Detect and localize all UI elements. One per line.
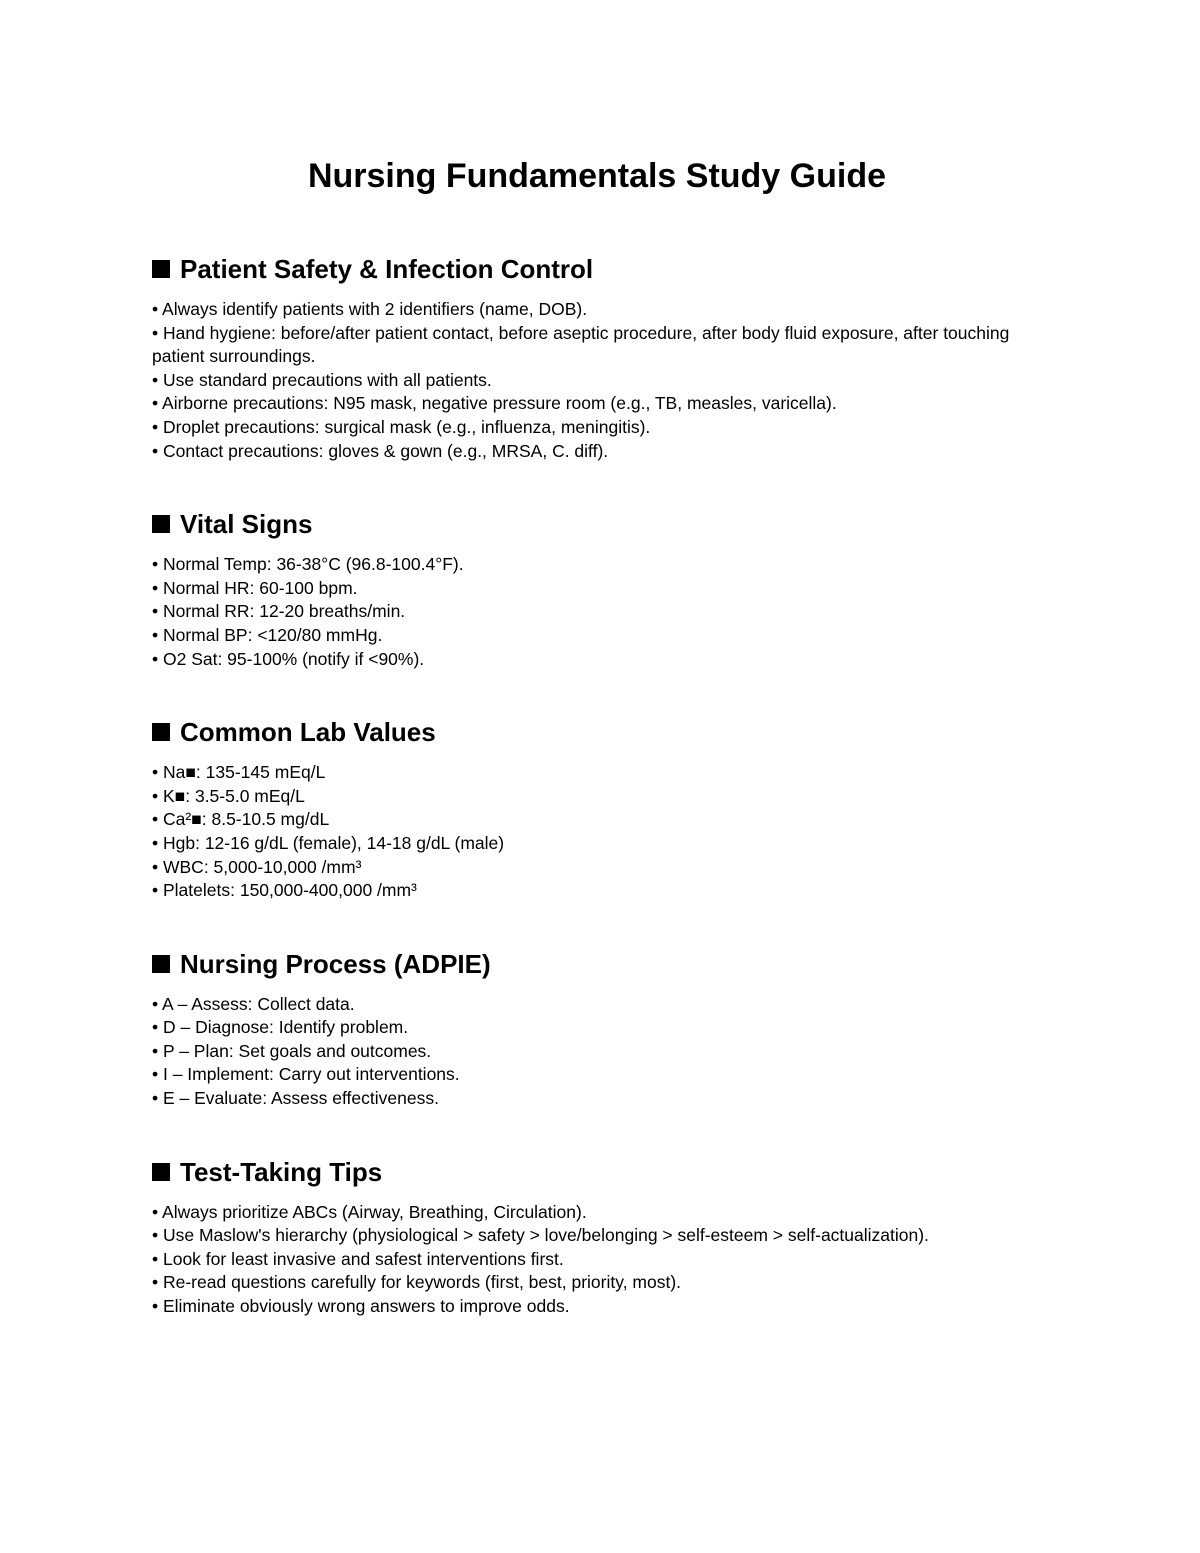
black-square-icon	[152, 955, 170, 973]
list-item: • O2 Sat: 95-100% (notify if <90%).	[152, 648, 425, 669]
section-heading	[152, 507, 1052, 541]
section-common-lab-values	[152, 715, 1052, 903]
list-item: • WBC: 5,000-10,000 /mm³	[152, 856, 362, 877]
section-heading-text: Patient Safety & Infection Control	[180, 254, 594, 284]
black-square-icon	[152, 260, 170, 278]
section-heading	[152, 252, 1052, 286]
document-page	[152, 152, 1052, 1319]
list-item: • Na■: 135-145 mEq/L	[152, 762, 326, 783]
list-item: • Re-read questions carefully for keywords (first, best, priority, most).	[152, 1272, 682, 1293]
list-item: • Look for least invasive and safest interventions first.	[152, 1248, 564, 1269]
list-item: • Hand hygiene: before/after patient contact, before aseptic procedure, after body fluid exposure, after touching patient surroundings.	[152, 322, 1010, 367]
section-heading-text: Test-Taking Tips	[180, 1156, 383, 1187]
bullet-list	[152, 298, 1052, 463]
list-item: • Always identify patients with 2 identifiers (name, DOB).	[152, 299, 588, 319]
section-heading	[152, 715, 1052, 749]
section-nursing-process	[152, 947, 1052, 1111]
list-item: • Normal Temp: 36-38°C (96.8-100.4°F).	[152, 554, 464, 575]
section-heading-text: Nursing Process (ADPIE)	[180, 948, 491, 979]
bullet-list	[152, 553, 1052, 671]
list-item: • Always prioritize ABCs (Airway, Breathing, Circulation).	[152, 1201, 587, 1222]
list-item: • I – Implement: Carry out interventions.	[152, 1064, 460, 1085]
list-item: • Use Maslow's hierarchy (physiological > safety > love/belonging > self-esteem > self-actualization).	[152, 1225, 929, 1246]
list-item: • Use standard precautions with all patients.	[152, 369, 492, 390]
list-item: • Platelets: 150,000-400,000 /mm³	[152, 880, 417, 901]
section-heading-text: Vital Signs	[180, 509, 313, 540]
list-item: • Normal RR: 12-20 breaths/min.	[152, 601, 406, 622]
list-item: • Hgb: 12-16 g/dL (female), 14-18 g/dL (male)	[152, 832, 505, 853]
section-vital-signs	[152, 507, 1052, 671]
list-item: • Contact precautions: gloves & gown (e.g., MRSA, C. diff).	[152, 440, 609, 461]
black-square-icon	[152, 515, 170, 533]
section-heading	[152, 947, 1052, 981]
list-item: • D – Diagnose: Identify problem.	[152, 1017, 409, 1038]
list-item: • Normal BP: <120/80 mmHg.	[152, 624, 383, 645]
bullet-list	[152, 761, 1052, 903]
list-item: • K■: 3.5-5.0 mEq/L	[152, 785, 305, 806]
page-title: Nursing Fundamentals Study Guide	[307, 157, 887, 195]
section-heading	[152, 1155, 1052, 1189]
list-item: • Eliminate obviously wrong answers to improve odds.	[152, 1296, 570, 1317]
list-item: • Ca²■: 8.5-10.5 mg/dL	[152, 809, 330, 830]
black-square-icon	[152, 1163, 170, 1181]
list-item: • P – Plan: Set goals and outcomes.	[152, 1040, 432, 1061]
list-item: • A – Assess: Collect data.	[152, 993, 355, 1014]
section-test-taking-tips	[152, 1155, 1052, 1319]
list-item: • E – Evaluate: Assess effectiveness.	[152, 1088, 439, 1109]
section-heading-text: Common Lab Values	[180, 717, 436, 748]
black-square-icon	[152, 723, 170, 741]
list-item: • Droplet precautions: surgical mask (e.g., influenza, meningitis).	[152, 416, 651, 437]
section-patient-safety	[152, 252, 1052, 463]
bullet-list	[152, 993, 1052, 1111]
list-item: • Normal HR: 60-100 bpm.	[152, 577, 358, 598]
list-item: • Airborne precautions: N95 mask, negative pressure room (e.g., TB, measles, varicella).	[152, 393, 837, 414]
bullet-list	[152, 1201, 1052, 1319]
